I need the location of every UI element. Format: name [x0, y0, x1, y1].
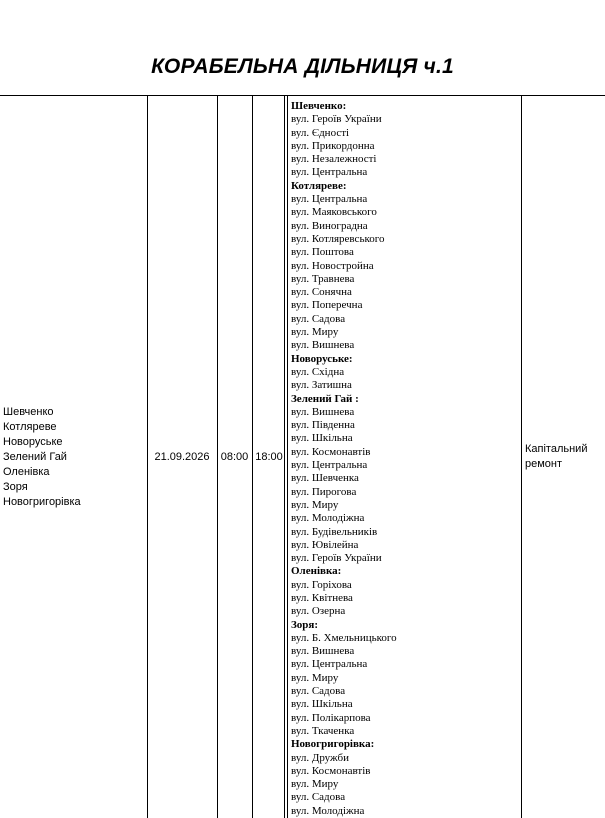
street-name: вул. Новостройна: [291, 259, 374, 272]
settlement-name: Зоря: [3, 480, 28, 493]
street-group-heading: Зелений Гай :: [291, 392, 359, 405]
settlement-name: Новоруське: [3, 435, 63, 448]
street-name: вул. Молодіжна: [291, 804, 365, 817]
street-name: вул. Миру: [291, 326, 339, 339]
reason-cell: [521, 96, 605, 818]
street-name: вул. Центральна: [291, 658, 368, 671]
street-group: [291, 619, 521, 739]
street-group-heading: Котляреве:: [291, 179, 347, 192]
street-name: вул. Квітнева: [291, 591, 353, 604]
street-group: [291, 738, 521, 818]
street-name: вул. Героїв України: [291, 552, 382, 565]
street-group-heading: Новогригорівка:: [291, 738, 375, 751]
street-name: вул. Вишнева: [291, 339, 355, 352]
reason-line: Капітальний: [525, 443, 588, 455]
street-group: [291, 100, 521, 180]
street-name: вул. Поштова: [291, 246, 354, 259]
street-name: вул. Ювілейна: [291, 538, 359, 551]
page-title: КОРАБЕЛЬНА ДІЛЬНИЦЯ ч.1: [151, 55, 454, 78]
settlement-name: Новогригорівка: [3, 495, 81, 508]
street-group-heading: Шевченко:: [291, 100, 347, 112]
settlement-name: Котляреве: [3, 420, 57, 433]
street-name: вул. Поперечна: [291, 299, 363, 312]
street-name: вул. Прикордонна: [291, 139, 375, 152]
street-name: вул. Вишнева: [291, 405, 355, 418]
street-name: вул. Героїв України: [291, 113, 382, 126]
end-time-cell: [252, 96, 286, 818]
street-name: вул. Б. Хмельницького: [291, 631, 397, 644]
outage-table: [0, 95, 605, 818]
street-name: вул. Ткаченка: [291, 724, 355, 737]
street-name: вул. Садова: [291, 791, 346, 804]
street-name: вул. Травнева: [291, 272, 355, 285]
street-name: вул. Східна: [291, 365, 345, 378]
street-name: вул. Виноградна: [291, 219, 368, 232]
street-name: вул. Молодіжна: [291, 512, 365, 525]
street-group: [291, 565, 521, 618]
street-name: вул. Центральна: [291, 459, 368, 472]
street-name: вул. Будівельників: [291, 525, 378, 538]
settlements-cell: [0, 96, 147, 818]
date-value: 21.09.2026: [154, 450, 210, 463]
street-name: вул. Садова: [291, 685, 346, 698]
street-name: вул. Шевченка: [291, 472, 359, 485]
street-group: [291, 180, 521, 353]
start-time-value: 08:00: [220, 450, 249, 463]
street-name: вул. Космонавтів: [291, 445, 371, 458]
settlement-name: Шевченко: [3, 405, 54, 418]
street-name: вул. Миру: [291, 498, 339, 511]
street-name: вул. Миру: [291, 778, 339, 791]
street-group: [291, 353, 521, 393]
street-name: вул. Незалежності: [291, 153, 377, 166]
street-name: вул. Горіхова: [291, 578, 352, 591]
reason-line: ремонт: [525, 458, 563, 470]
street-group: [291, 393, 521, 566]
street-name: вул. Дружби: [291, 751, 349, 764]
street-name: вул. Затишна: [291, 379, 352, 392]
street-name: вул. Південна: [291, 419, 355, 432]
street-group-heading: Новоруське:: [291, 352, 353, 365]
street-name: вул. Котляревського: [291, 232, 385, 245]
street-name: вул. Центральна: [291, 193, 368, 206]
street-name: вул. Центральна: [291, 166, 368, 179]
start-time-cell: [217, 96, 252, 818]
street-group-heading: Оленівка:: [291, 565, 342, 578]
street-name: вул. Космонавтів: [291, 764, 371, 777]
date-cell: [147, 96, 217, 818]
street-name: вул. Озерна: [291, 605, 346, 618]
street-name: вул. Садова: [291, 312, 346, 325]
street-name: вул. Сонячна: [291, 286, 352, 299]
street-name: вул. Шкільна: [291, 698, 353, 711]
street-name: вул. Вишнева: [291, 645, 355, 658]
street-group-heading: Зоря:: [291, 618, 319, 631]
settlement-name: Зелений Гай: [3, 450, 67, 463]
streets-cell: [287, 96, 521, 818]
street-name: вул. Миру: [291, 671, 339, 684]
street-name: вул. Пирогова: [291, 485, 357, 498]
street-name: вул. Полікарпова: [291, 711, 371, 724]
end-time-value: 18:00: [255, 450, 283, 463]
street-name: вул. Шкільна: [291, 432, 353, 445]
street-name: вул. Єдності: [291, 126, 350, 139]
settlement-name: Оленівка: [3, 465, 50, 478]
street-name: вул. Маяковського: [291, 206, 377, 219]
